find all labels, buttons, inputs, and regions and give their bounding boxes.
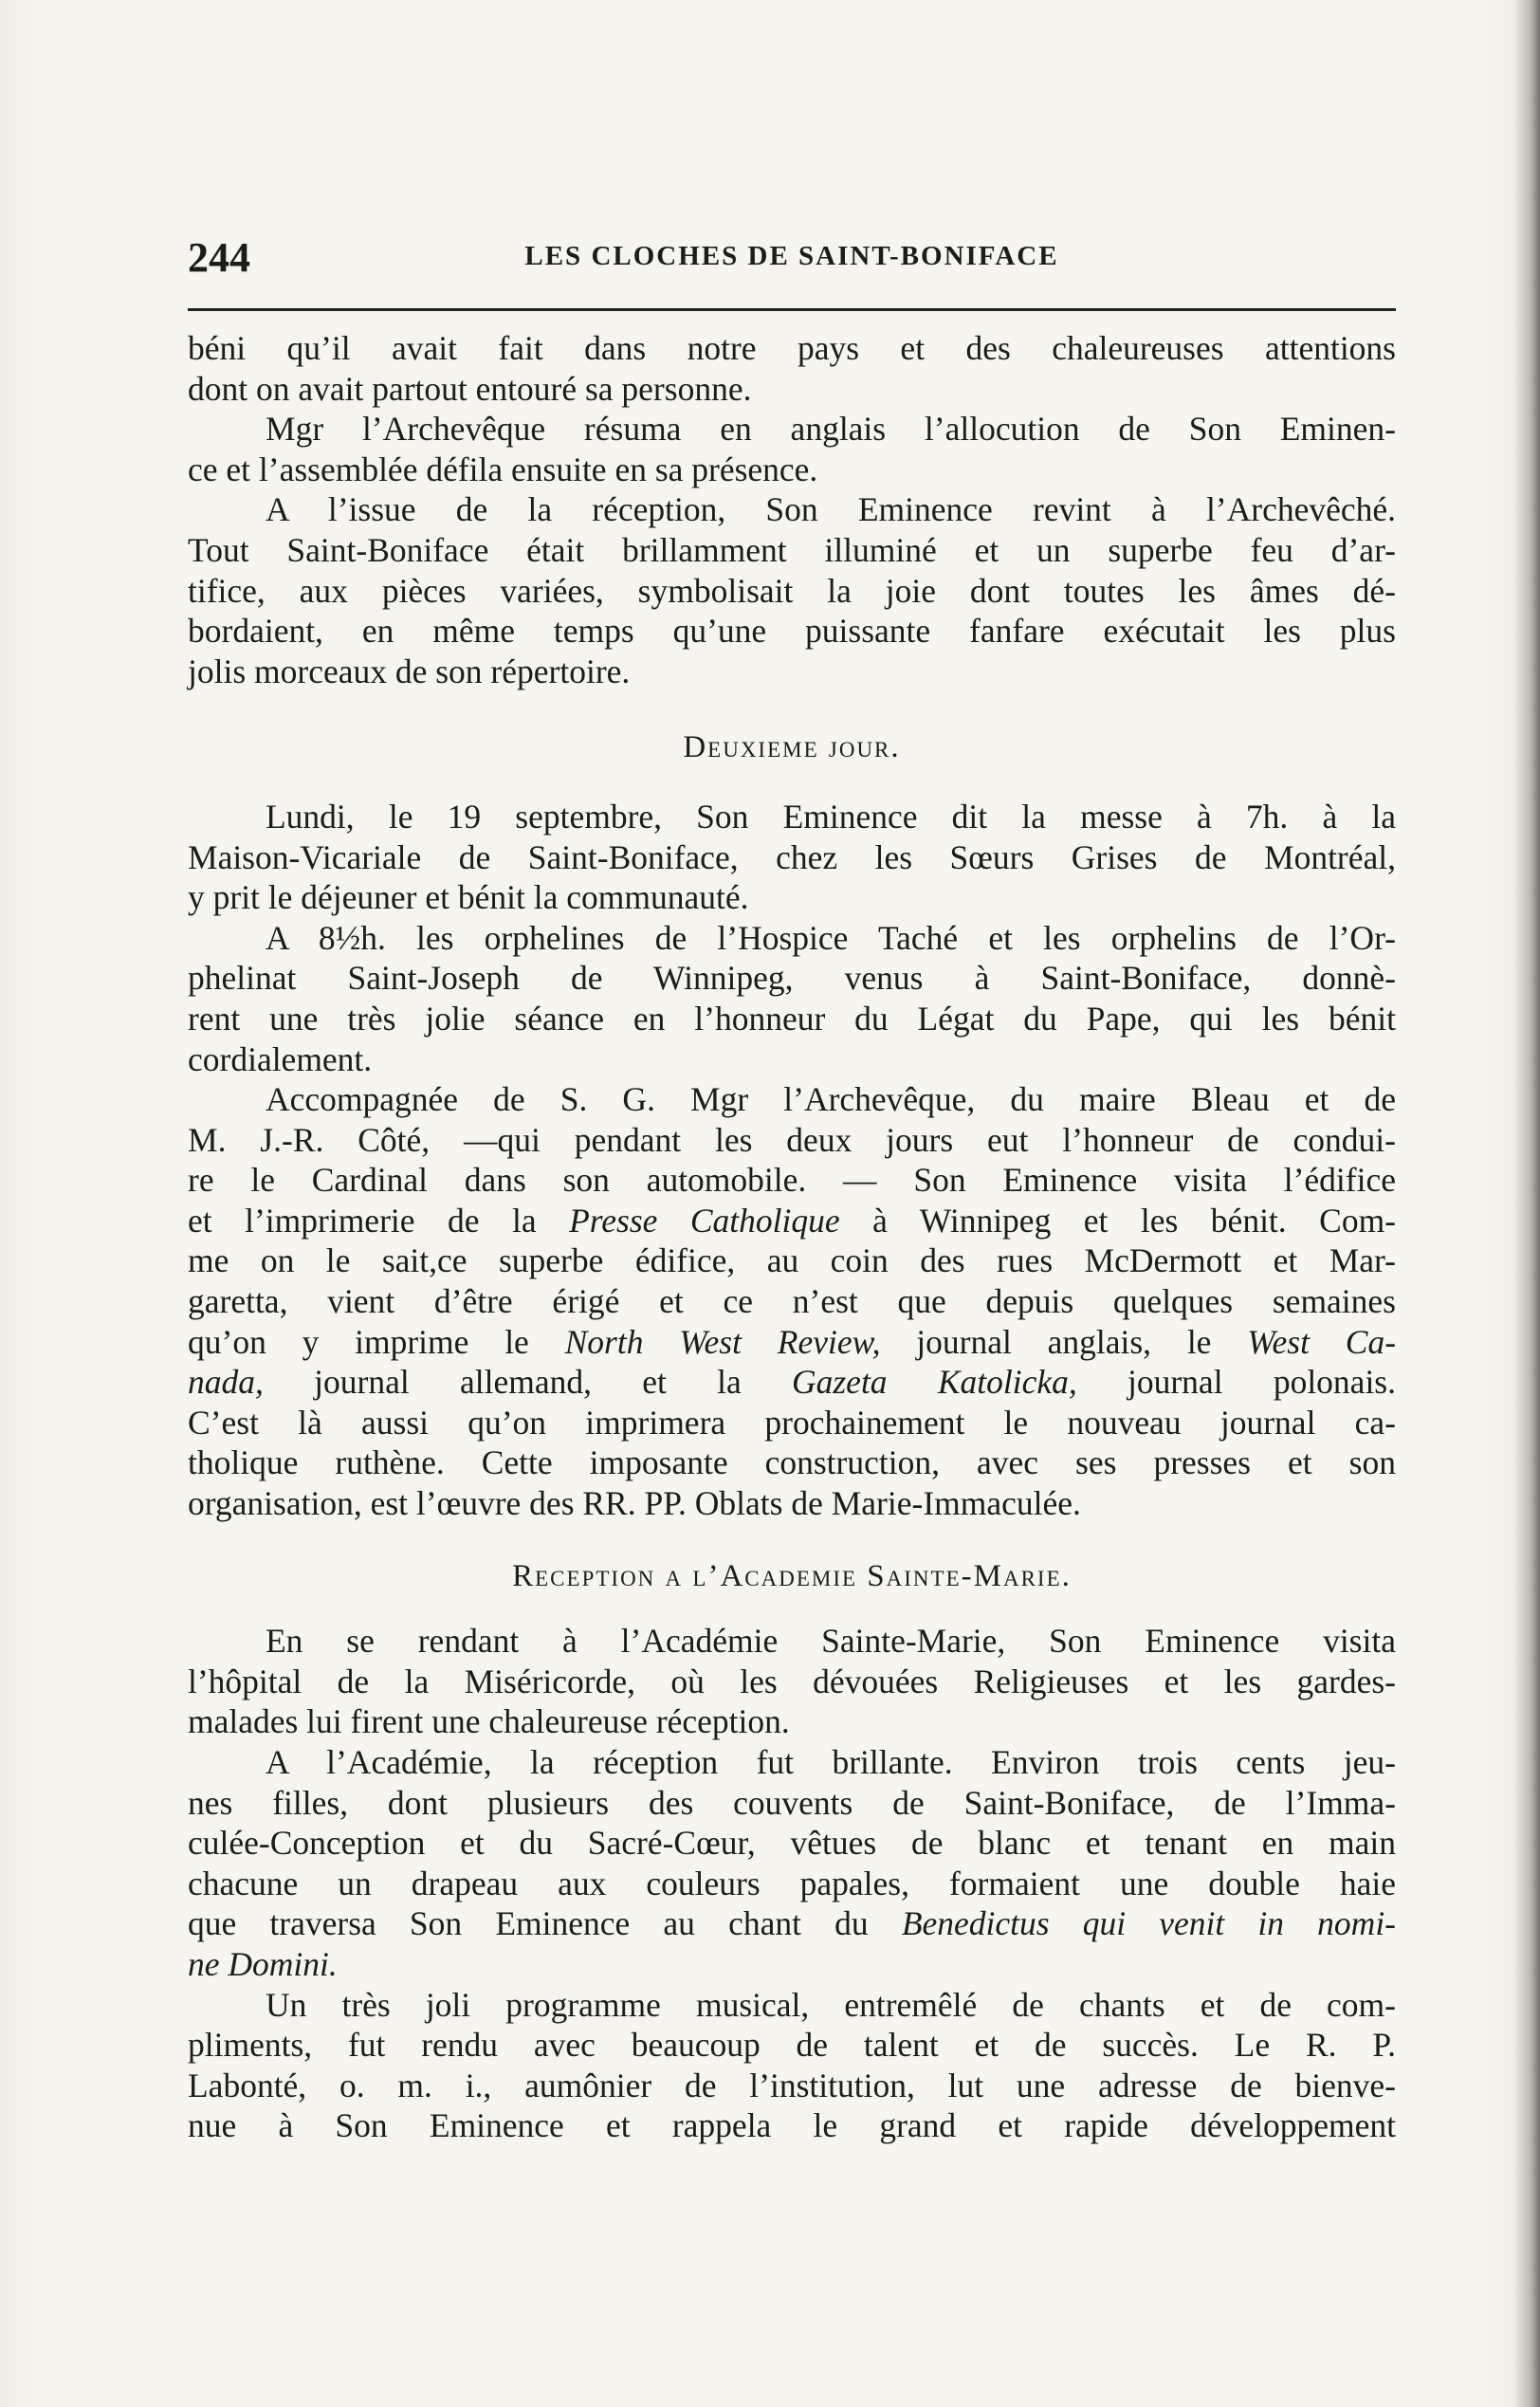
text-run: et l’imprimerie de la [188,1201,537,1240]
text-line: tholique ruthène. Cette imposante construction, avec ses presses et son [188,1443,1396,1482]
text-run: journal polonais. [1128,1363,1396,1402]
text-run: journal anglais, le [916,1322,1212,1361]
page-spine-shadow [1513,0,1540,2407]
text-line: tifice, aux pièces variées, symbolisait la joie dont toutes les âmes dé- [188,571,1396,610]
text-line: l’hôpital de la Miséricorde, où les dévouées Religieuses et les gardes- [188,1662,1396,1700]
text-line: malades lui firent une chaleureuse réception. [188,1702,790,1741]
running-title: LES CLOCHES DE SAINT-BONIFACE [524,241,1059,271]
text-line: dont on avait partout entouré sa personne. [188,369,752,408]
text-line: A l’Académie, la réception fut brillante. Environ trois cents jeu- [266,1743,1396,1781]
text-line: Accompagnée de S. G. Mgr l’Archevêque, du maire Bleau et de [266,1080,1396,1119]
newspaper-title-gazeta-katolicka: Gazeta Katolicka, [791,1363,1077,1402]
text-line: ce et l’assemblée défila ensuite en sa présence. [188,450,818,488]
text-line: culée-Conception et du Sacré-Cœur, vêtues de blanc et tenant en main [188,1824,1396,1863]
text-line-north-west-review [188,1322,1396,1363]
text-line: A 8½h. les orphelines de l’Hospice Taché et les orphelins de l’Or- [266,918,1396,957]
text-line: Maison-Vicariale de Saint-Boniface, chez les Sœurs Grises de Montréal, [188,837,1396,876]
text-line-domini [188,1944,1396,1985]
text-line: jolis morceaux de son répertoire. [188,652,631,690]
text-line: C’est là aussi qu’on imprimera prochainement le nouveau journal ca- [188,1403,1396,1442]
text-line-benedictus [188,1903,1396,1944]
header-rule [188,308,1396,311]
text-line-presse-catholique [188,1201,1396,1241]
text-line: Tout Saint-Boniface était brillamment illuminé et un superbe feu d’ar- [188,530,1396,569]
text-line: Labonté, o. m. i., aumônier de l’institution, lut une adresse de bienve- [188,2066,1396,2104]
newspaper-title-presse-catholique: Presse Catholique [569,1201,840,1240]
text-line: Un très joli programme musical, entremêlé de chants et de com- [266,1985,1396,2024]
latin-phrase-benedictus: Benedictus qui venit in nomi- [901,1904,1396,1943]
newspaper-title-west-canada: West Ca- [1247,1322,1397,1361]
text-line: bordaient, en même temps qu’une puissante fanfare exécutait les plus [188,612,1396,651]
section-heading-deuxieme-jour: Deuxieme jour. [683,730,901,765]
text-line: nue à Son Eminence et rappela le grand et rapide développement [188,2106,1396,2145]
text-line: chacune un drapeau aux couleurs papales, formaient une double haie [188,1864,1396,1902]
text-line: cordialement. [188,1039,373,1078]
newspaper-title-north-west-review: North West Review, [564,1322,881,1361]
text-run: journal allemand, et la [314,1363,742,1402]
text-line: M. J.-R. Côté, —qui pendant les deux jours eut l’honneur de condui- [188,1120,1396,1159]
text-line: re le Cardinal dans son automobile. — Son Eminence visita l’édifice [188,1161,1396,1200]
text-run: à Winnipeg et les bénit. Com- [872,1201,1397,1240]
text-line: organisation, est l’œuvre des RR. PP. Oblats de Marie-Immaculée. [188,1484,1081,1523]
text-line: me on le sait,ce superbe édifice, au coin des rues McDermott et Mar- [188,1241,1396,1280]
section-heading-reception-academie: Reception a l’Academie Sainte-Marie. [512,1558,1072,1593]
page-body [188,328,1396,2146]
text-run: que traversa Son Eminence au chant du [188,1904,869,1943]
text-line: En se rendant à l’Académie Sainte-Marie, Son Eminence visita [266,1622,1396,1661]
text-line: garetta, vient d’être érigé et ce n’est que depuis quelques semaines [188,1282,1396,1321]
text-line: Mgr l’Archevêque résuma en anglais l’allocution de Son Eminen- [266,410,1396,449]
text-line: nes filles, dont plusieurs des couvents de Saint-Boniface, de l’Imma- [188,1783,1396,1822]
text-line: A l’issue de la réception, Son Eminence revint à l’Archevêché. [266,490,1396,529]
page-header [188,233,1396,290]
text-line: rent une très jolie séance en l’honneur du Légat du Pape, qui les bénit [188,999,1396,1038]
text-line: béni qu’il avait fait dans notre pays et des chaleureuses attentions [188,329,1396,367]
text-line: Lundi, le 19 septembre, Son Eminence dit la messe à 7h. à la [266,797,1396,836]
latin-phrase-domini: ne Domini. [188,1944,338,1983]
text-line-gazeta-katolicka [188,1362,1396,1403]
text-line: phelinat Saint-Joseph de Winnipeg, venus à Saint-Boniface, donnè- [188,959,1396,998]
text-line: pliments, fut rendu avec beaucoup de talent et de succès. Le R. P. [188,2026,1396,2065]
text-line: y prit le déjeuner et bénit la communauté. [188,878,749,917]
page-number: 244 [188,234,250,281]
text-run: qu’on y imprime le [188,1322,529,1361]
newspaper-title-west-canada-end: nada, [188,1363,264,1402]
